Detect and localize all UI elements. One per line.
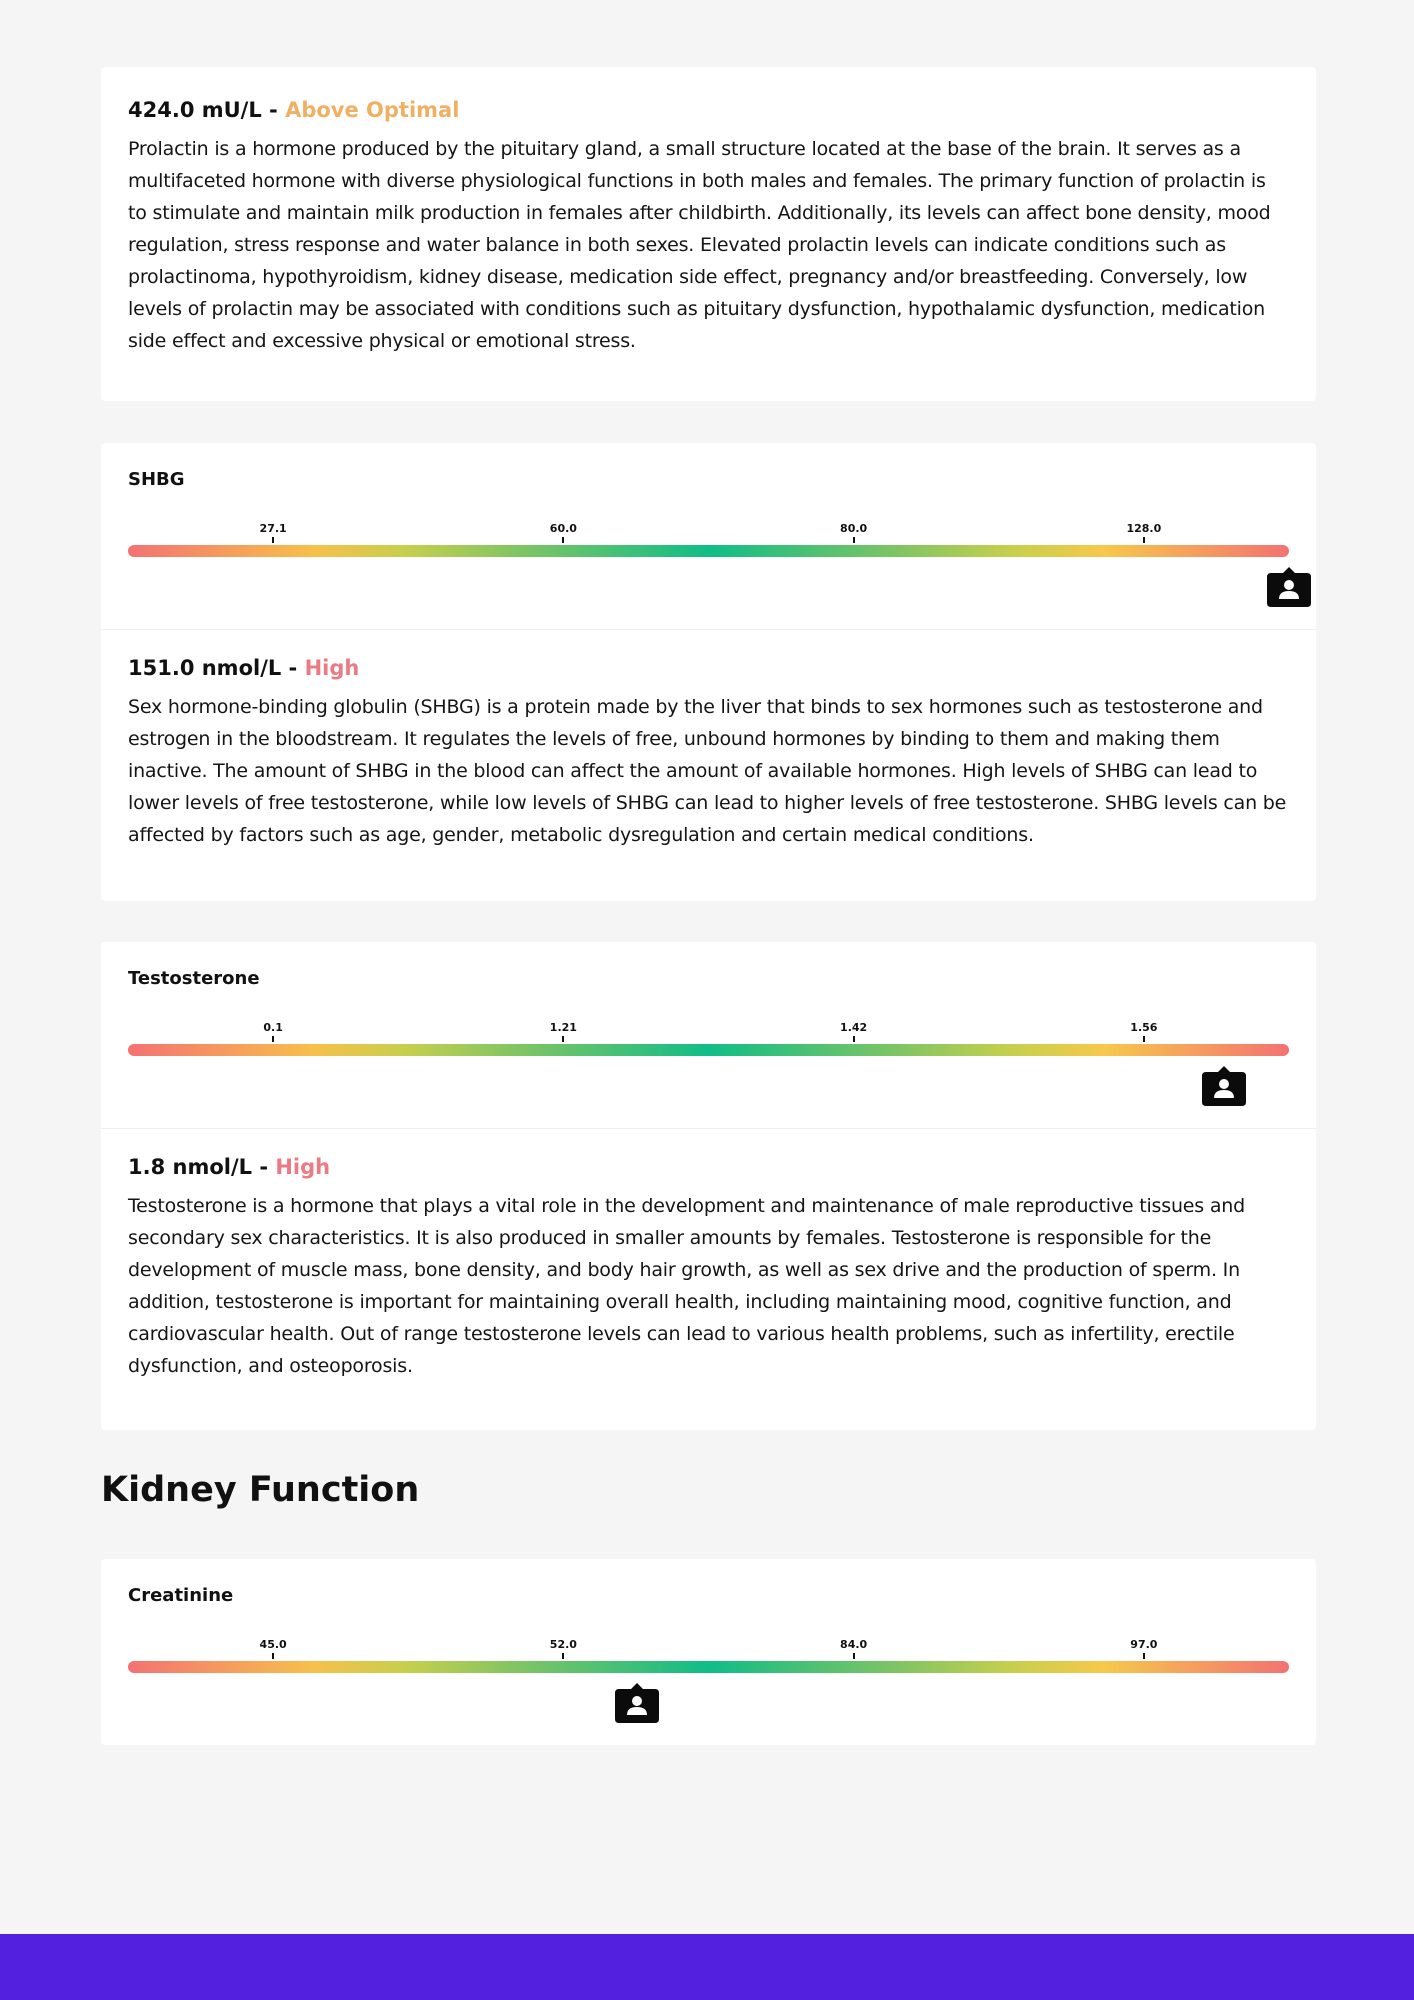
- shbg-value: 151.0 nmol/L -: [128, 656, 305, 680]
- creatinine-marker-name: Creatinine: [128, 1585, 234, 1606]
- testosterone-result-title: [128, 1152, 1289, 1182]
- prolactin-card: [101, 67, 1316, 401]
- testosterone-card: [101, 942, 1316, 1430]
- footer-bar: [0, 1934, 1414, 2000]
- range-tick: 27.1: [243, 523, 303, 543]
- testosterone-range-scale: [128, 1022, 1289, 1082]
- shbg-card: [101, 443, 1316, 901]
- range-tick: 84.0: [824, 1639, 884, 1659]
- range-tick: 128.0: [1114, 523, 1174, 543]
- prolactin-value: 424.0 mU/L -: [128, 98, 286, 122]
- shbg-marker-name: SHBG: [128, 469, 185, 490]
- range-tick: 52.0: [533, 1639, 593, 1659]
- range-tick: 0.1: [243, 1022, 303, 1042]
- range-gradient-bar: [128, 1661, 1289, 1673]
- shbg-range-scale: [128, 523, 1289, 583]
- range-tick: 45.0: [243, 1639, 303, 1659]
- creatinine-range-scale: [128, 1639, 1289, 1699]
- prolactin-description: Prolactin is a hormone produced by the pituitary gland, a small structure located at the base of the brain. It serves as a multifaceted hormone with diverse physiological functions in both males and females. The primary function of prolactin is to stimulate and maintain milk production in females after childbirth. Additionally, its levels can affect bone density, mood regulation, stress response and water balance in both sexes. Elevated prolactin levels can indicate conditions such as prolactinoma, hypothyroidism, kidney disease, medication side effect, pregnancy and/or breastfeeding. Conversely, low levels of prolactin may be associated with conditions such as pituitary dysfunction, hypothalamic dysfunction, medication side effect and excessive physical or emotional stress.: [128, 138, 1271, 352]
- user-badge-icon: [615, 1683, 659, 1723]
- divider: [101, 629, 1316, 630]
- testosterone-status: High: [275, 1155, 331, 1179]
- shbg-status: High: [304, 656, 360, 680]
- prolactin-status: Above Optimal: [285, 98, 460, 122]
- range-tick: 80.0: [824, 523, 884, 543]
- testosterone-value: 1.8 nmol/L -: [128, 1155, 276, 1179]
- divider: [101, 1128, 1316, 1129]
- user-badge-icon: [1202, 1066, 1246, 1106]
- shbg-description: Sex hormone-binding globulin (SHBG) is a protein made by the liver that binds to sex hormones such as testosterone and estrogen in the bloodstream. It regulates the levels of free, unbound hormones by binding to them and making them inactive. The amount of SHBG in the blood can affect the amount of available hormones. High levels of SHBG can lead to lower levels of free testosterone, while low levels of SHBG can lead to higher levels of free testosterone. SHBG levels can be affected by factors such as age, gender, metabolic dysregulation and certain medical conditions.: [128, 696, 1287, 846]
- range-tick: 1.42: [824, 1022, 884, 1042]
- range-tick: 1.56: [1114, 1022, 1174, 1042]
- range-tick: 97.0: [1114, 1639, 1174, 1659]
- creatinine-card: [101, 1559, 1316, 1745]
- testosterone-description: Testosterone is a hormone that plays a vital role in the development and maintenance of male reproductive tissues and secondary sex characteristics. It is also produced in smaller amounts by females. Testosterone is responsible for the development of muscle mass, bone density, and body hair growth, as well as sex drive and the production of sperm. In addition, testosterone is important for maintaining overall health, including maintaining mood, cognitive function, and cardiovascular health. Out of range testosterone levels can lead to various health problems, such as infertility, erectile dysfunction, and osteoporosis.: [128, 1195, 1245, 1377]
- user-badge-icon: [1267, 567, 1311, 607]
- shbg-result-title: [128, 653, 1289, 683]
- range-tick: 60.0: [533, 523, 593, 543]
- range-gradient-bar: [128, 545, 1289, 557]
- range-gradient-bar: [128, 1044, 1289, 1056]
- testosterone-marker-name: Testosterone: [128, 968, 260, 989]
- prolactin-result-title: [128, 95, 1289, 125]
- range-tick: 1.21: [533, 1022, 593, 1042]
- section-heading-kidney-function: Kidney Function: [101, 1470, 420, 1510]
